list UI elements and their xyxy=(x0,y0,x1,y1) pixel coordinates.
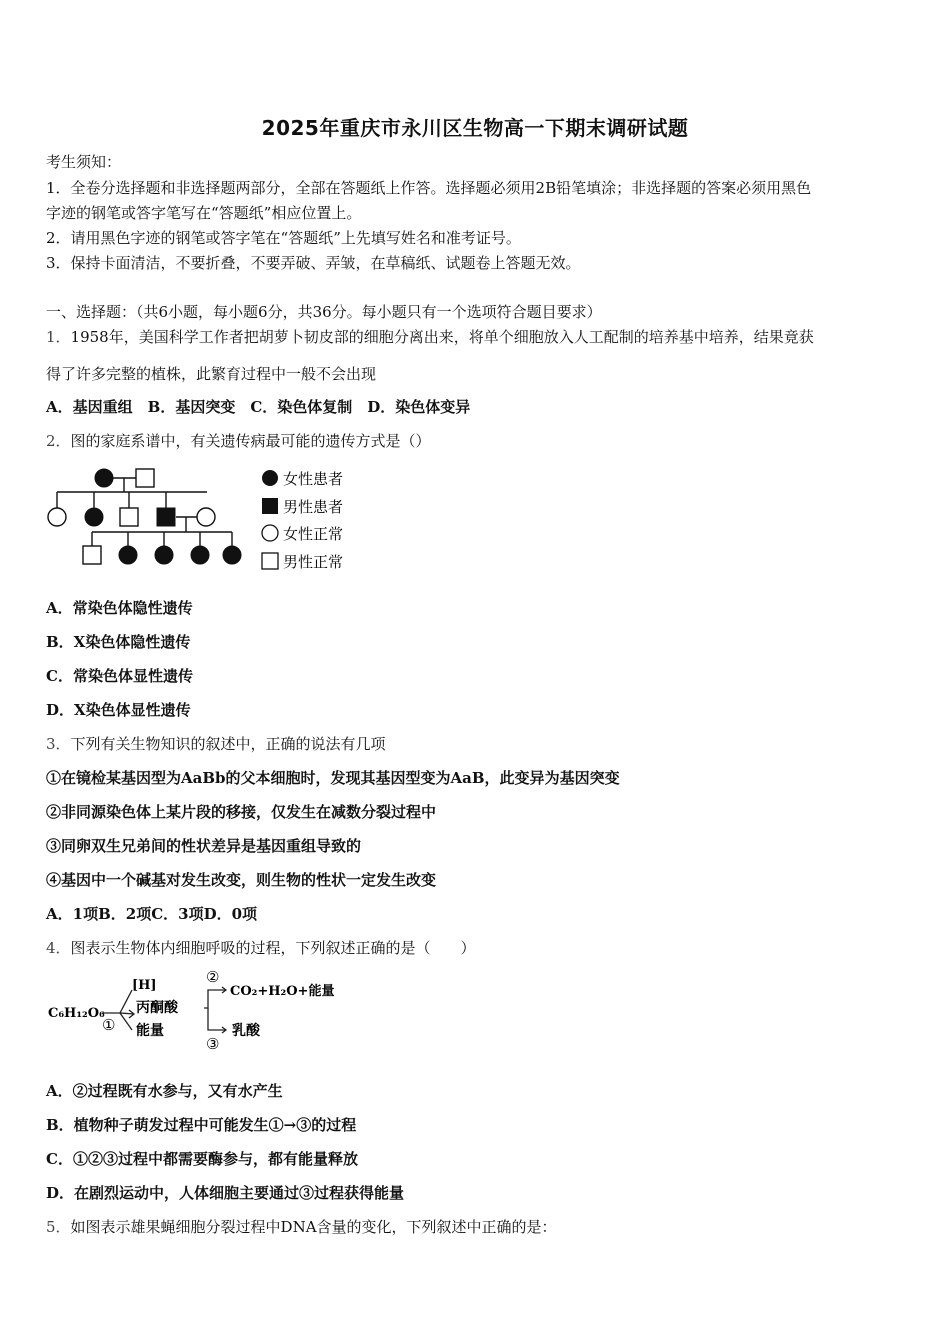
legend-female-normal-icon xyxy=(262,525,278,541)
female-affected-symbol xyxy=(119,546,137,564)
energy-label: 能量 xyxy=(136,1023,164,1039)
question-1-stem-line2: 得了许多完整的植株，此繁育过程中一般不会出现 xyxy=(46,365,377,383)
step-3-label: ③ xyxy=(206,1035,220,1053)
female-affected-symbol xyxy=(95,469,113,487)
question-4-stem: 4．图表示生物体内细胞呼吸的过程，下列叙述正确的是（ ） xyxy=(46,939,476,957)
question-number: 1． xyxy=(46,328,71,346)
question-number: 2． xyxy=(46,432,71,450)
question-2-option: D．X染色体显性遗传 xyxy=(46,701,191,719)
pyruvate-label: 丙酮酸 xyxy=(136,1000,178,1016)
respiration-diagram xyxy=(46,968,346,1058)
question-3-statement: ②非同源染色体上某片段的移接，仅发生在减数分裂过程中 xyxy=(46,803,437,821)
step-2-label: ② xyxy=(206,968,220,986)
question-3-statement: ④基因中一个碱基对发生改变，则生物的性状一定发生改变 xyxy=(46,871,437,889)
legend-female-affected-icon xyxy=(262,470,278,486)
legend-female-normal: 女性正常 xyxy=(283,525,344,543)
male-normal-symbol xyxy=(120,508,138,526)
legend-female-affected: 女性患者 xyxy=(283,470,344,488)
female-normal-symbol xyxy=(197,508,215,526)
notice-item: 3．保持卡面清洁，不要折叠，不要弄破、弄皱，在草稿纸、试题卷上答题无效。 xyxy=(46,254,581,272)
question-2-option: B．X染色体隐性遗传 xyxy=(46,633,191,651)
notice-item: 2．请用黑色字迹的钢笔或答字笔在“答题纸”上先填写姓名和准考证号。 xyxy=(46,229,521,247)
female-affected-symbol xyxy=(191,546,209,564)
step-1-label: ① xyxy=(102,1016,116,1034)
male-affected-symbol xyxy=(157,508,175,526)
notice-heading: 考生须知： xyxy=(46,153,122,171)
legend-male-normal-icon xyxy=(262,553,278,569)
question-number: 5． xyxy=(46,1218,71,1236)
question-2-stem: 2．图的家庭系谱中，有关遗传病最可能的遗传方式是（） xyxy=(46,432,431,450)
male-normal-symbol xyxy=(136,469,154,487)
question-3-stem: 3．下列有关生物知识的叙述中，正确的说法有几项 xyxy=(46,735,386,753)
question-5-stem: 5．如图表示雄果蝇细胞分裂过程中DNA含量的变化，下列叙述中正确的是： xyxy=(46,1218,557,1236)
lactate-label: 乳酸 xyxy=(232,1023,260,1039)
aerobic-product-label: CO₂+H₂O+能量 xyxy=(230,984,335,999)
nadh-label: [H] xyxy=(132,978,157,993)
glucose-label: C₆H₁₂O₆ xyxy=(48,1006,105,1021)
question-4-option: A．②过程既有水参与，又有水产生 xyxy=(46,1082,283,1100)
legend-male-normal: 男性正常 xyxy=(283,553,344,571)
question-2-option: A．常染色体隐性遗传 xyxy=(46,599,193,617)
question-1-options: A．基因重组 B．基因突变 C．染色体复制 D．染色体变异 xyxy=(46,398,471,416)
female-affected-symbol xyxy=(85,508,103,526)
pedigree-chart xyxy=(40,462,370,574)
legend-male-affected-icon xyxy=(262,498,278,514)
section-heading: 一、选择题：（共6小题，每小题6分，共36分。每小题只有一个选项符合题目要求） xyxy=(46,303,602,321)
notice-item: 1．全卷分选择题和非选择题两部分，全部在答题纸上作答。选择题必须用2B铅笔填涂；非选择题的答案必须用黑色 xyxy=(46,179,812,197)
female-normal-symbol xyxy=(48,508,66,526)
legend-male-affected: 男性患者 xyxy=(283,498,344,516)
question-3-statement: ①在镜检某基因型为AaBb的父本细胞时，发现其基因型变为AaB，此变异为基因突变 xyxy=(46,769,620,787)
female-affected-symbol xyxy=(155,546,173,564)
question-number: 3． xyxy=(46,735,71,753)
exam-title: 2025年重庆市永川区生物高一下期末调研试题 xyxy=(261,116,689,140)
question-4-option: B．植物种子萌发过程中可能发生①→③的过程 xyxy=(46,1116,357,1134)
question-3-statement: ③同卵双生兄弟间的性状差异是基因重组导致的 xyxy=(46,837,362,855)
notice-item: 字迹的钢笔或答字笔写在“答题纸”相应位置上。 xyxy=(46,204,362,222)
question-4-option: C．①②③过程中都需要酶参与，都有能量释放 xyxy=(46,1150,358,1168)
question-number: 4． xyxy=(46,939,71,957)
question-2-option: C．常染色体显性遗传 xyxy=(46,667,193,685)
question-4-option: D．在剧烈运动中，人体细胞主要通过③过程获得能量 xyxy=(46,1184,405,1202)
female-affected-symbol xyxy=(223,546,241,564)
question-1-stem-line1: 1．1958年，美国科学工作者把胡萝卜韧皮部的细胞分离出来，将单个细胞放入人工配制的培养基中培养，结果竟获 xyxy=(46,328,814,346)
question-3-options: A．1项B．2项C．3项D．0项 xyxy=(46,905,258,923)
male-normal-symbol xyxy=(83,546,101,564)
